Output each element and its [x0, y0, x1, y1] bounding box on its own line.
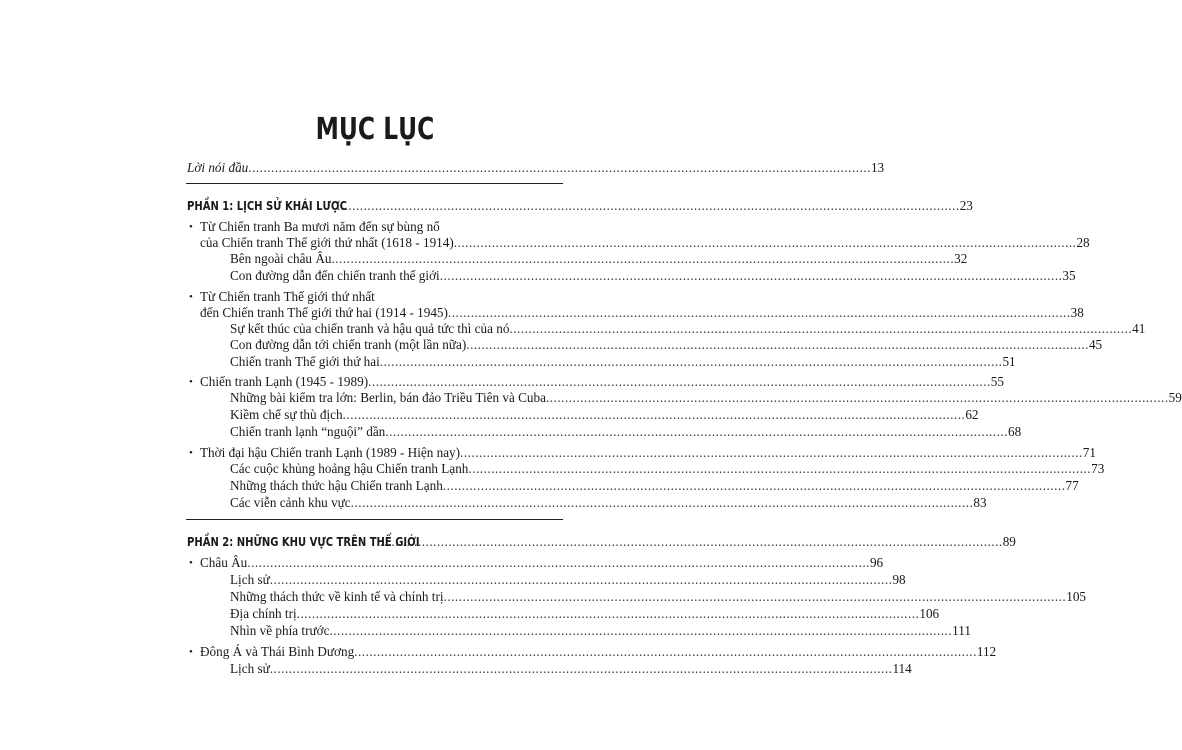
entry-page: 35	[1062, 268, 1076, 283]
bullet-icon: •	[189, 291, 193, 303]
dot-leader: ....................................................................................................................................................................	[509, 321, 1133, 336]
entry-label: Lời nói đầu	[187, 160, 249, 175]
entry-page: 62	[965, 407, 979, 422]
page-title: MỤC LỤC	[315, 112, 435, 147]
entry-label: Các viễn cảnh khu vực	[230, 495, 351, 510]
entry-page: 77	[1065, 478, 1079, 493]
dot-leader: ....................................................................................................................................................................	[350, 495, 974, 510]
part-label: PHẦN 2: NHỮNG KHU VỰC TRÊN THẾ GIỚI	[187, 534, 420, 549]
entry-page: 105	[1066, 589, 1086, 604]
dot-leader: ....................................................................................................................................................................	[269, 661, 893, 676]
entry-page: 73	[1091, 461, 1105, 476]
bullet-icon: •	[189, 221, 193, 233]
entry-page: 106	[919, 606, 940, 621]
dot-leader: ....................................................................................................................................................................	[269, 572, 893, 587]
entry-label: Đông Á và Thái Bình Dương	[200, 644, 355, 659]
entry-page: 32	[954, 251, 968, 266]
entry-label: Con đường dẫn đến chiến tranh thế giới	[230, 268, 440, 283]
toc-entry-sub	[230, 250, 968, 268]
toc-entry-sub	[230, 406, 979, 424]
bullet-icon: •	[189, 646, 193, 658]
dot-leader: ....................................................................................................................................................................	[368, 374, 991, 389]
dot-leader: ....................................................................................................................................................................	[385, 424, 1008, 439]
toc-entry-sub	[230, 389, 1182, 407]
entry-label: Chiến tranh Thế giới thứ hai	[230, 354, 380, 369]
divider	[186, 183, 563, 184]
entry-label: Thời đại hậu Chiến tranh Lạnh (1989 - Hiện nay)	[200, 445, 461, 460]
dot-leader: ....................................................................................................................................................................	[460, 445, 1083, 460]
entry-page: 59	[1168, 390, 1182, 405]
divider	[186, 519, 563, 520]
toc-entry-sub	[230, 267, 1076, 285]
entry-page: 83	[973, 495, 987, 510]
toc-entry-part2	[187, 533, 1016, 551]
entry-page: 96	[869, 555, 884, 570]
entry-label: Sự kết thúc của chiến tranh và hậu quả tức thì của nó	[230, 321, 510, 336]
dot-leader: ....................................................................................................................................................................	[329, 623, 953, 638]
toc-entry-sub	[230, 353, 1016, 371]
entry-page: 28	[1076, 235, 1090, 250]
entry-label: Các cuộc khủng hoảng hậu Chiến tranh Lạnh	[230, 461, 469, 476]
dot-leader: ....................................................................................................................................................................	[296, 606, 920, 621]
bullet-icon: •	[189, 447, 193, 459]
toc-entry-part1	[187, 197, 973, 215]
entry-page: 111	[952, 623, 971, 638]
entry-label: Kiềm chế sự thù địch	[230, 407, 343, 422]
toc-entry-sub	[230, 588, 1086, 606]
entry-label: Địa chính trị	[230, 606, 297, 621]
bullet-icon: •	[189, 557, 193, 569]
entry-page: 112	[976, 644, 997, 659]
entry-label: Những thách thức về kinh tế và chính trị	[230, 589, 444, 604]
entry-page: 55	[990, 374, 1004, 389]
dot-leader: ....................................................................................................................................................................	[331, 251, 955, 266]
entry-page: 51	[1002, 354, 1016, 369]
entry-label: Những bài kiểm tra lớn: Berlin, bán đảo Triều Tiên và Cuba	[230, 390, 546, 405]
entry-label: Lịch sử	[230, 572, 270, 587]
dot-leader: ....................................................................................................................................................................	[380, 534, 1003, 549]
toc-entry-sub	[230, 660, 912, 678]
entry-page: 89	[1002, 534, 1016, 549]
dot-leader: ....................................................................................................................................................................	[337, 198, 960, 213]
entry-label: Nhìn về phía trước	[230, 623, 330, 638]
entry-page: 45	[1088, 337, 1103, 352]
dot-leader: ....................................................................................................................................................................	[354, 644, 977, 659]
entry-label: Con đường dẫn tới chiến tranh (một lần nữa)	[230, 337, 467, 352]
entry-label: của Chiến tranh Thế giới thứ nhất (1618 - 1914)	[200, 235, 454, 250]
toc-entry-sub	[230, 494, 987, 512]
dot-leader: ....................................................................................................................................................................	[468, 461, 1092, 476]
dot-leader: ....................................................................................................................................................................	[442, 478, 1066, 493]
dot-leader: ....................................................................................................................................................................	[439, 268, 1063, 283]
part-label: PHẦN 1: LỊCH SỬ KHÁI LƯỢC	[187, 198, 347, 213]
entry-page: 68	[1007, 424, 1022, 439]
dot-leader: ....................................................................................................................................................................	[379, 354, 1003, 369]
section-line: Từ Chiến tranh Thế giới thứ nhất	[200, 289, 375, 304]
entry-label: đến Chiến tranh Thế giới thứ hai (1914 - 1945)	[200, 305, 448, 320]
toc-entry-preface	[187, 159, 885, 177]
toc-entry-sub	[230, 336, 1103, 354]
toc-entry-sub	[230, 423, 1022, 441]
toc-entry-sub	[230, 477, 1079, 495]
toc-entry-section	[200, 554, 884, 572]
dot-leader: ....................................................................................................................................................................	[545, 390, 1169, 405]
toc-entry-sub	[230, 605, 940, 623]
entry-label: Chiến tranh lạnh “nguội” dần	[230, 424, 386, 439]
dot-leader: ....................................................................................................................................................................	[453, 235, 1077, 250]
entry-page: 23	[959, 198, 973, 213]
entry-page: 41	[1132, 321, 1146, 336]
entry-page: 71	[1082, 445, 1096, 460]
dot-leader: ....................................................................................................................................................................	[443, 589, 1067, 604]
entry-page: 98	[892, 572, 906, 587]
dot-leader: ....................................................................................................................................................................	[342, 407, 966, 422]
entry-label: Lịch sử	[230, 661, 270, 676]
dot-leader: ....................................................................................................................................................................	[447, 305, 1071, 320]
entry-label: Châu Âu	[200, 555, 248, 570]
toc-entry-sub	[230, 460, 1105, 478]
toc-entry-section	[200, 643, 997, 661]
toc-entry-sub	[230, 571, 906, 589]
dot-leader: ....................................................................................................................................................................	[466, 337, 1089, 352]
entry-label: Chiến tranh Lạnh (1945 - 1989)	[200, 374, 369, 389]
section-line: Từ Chiến tranh Ba mươi năm đến sự bùng nổ	[200, 219, 440, 234]
entry-label: Bên ngoài châu Âu	[230, 251, 332, 266]
entry-page: 38	[1070, 305, 1084, 320]
bullet-icon: •	[189, 376, 193, 388]
toc-entry-sub	[230, 622, 971, 640]
dot-leader: ....................................................................................................................................................................	[248, 160, 871, 175]
dot-leader: ....................................................................................................................................................................	[247, 555, 870, 570]
entry-page: 13	[870, 160, 885, 175]
entry-label: Những thách thức hậu Chiến tranh Lạnh	[230, 478, 443, 493]
entry-page: 114	[892, 661, 912, 676]
